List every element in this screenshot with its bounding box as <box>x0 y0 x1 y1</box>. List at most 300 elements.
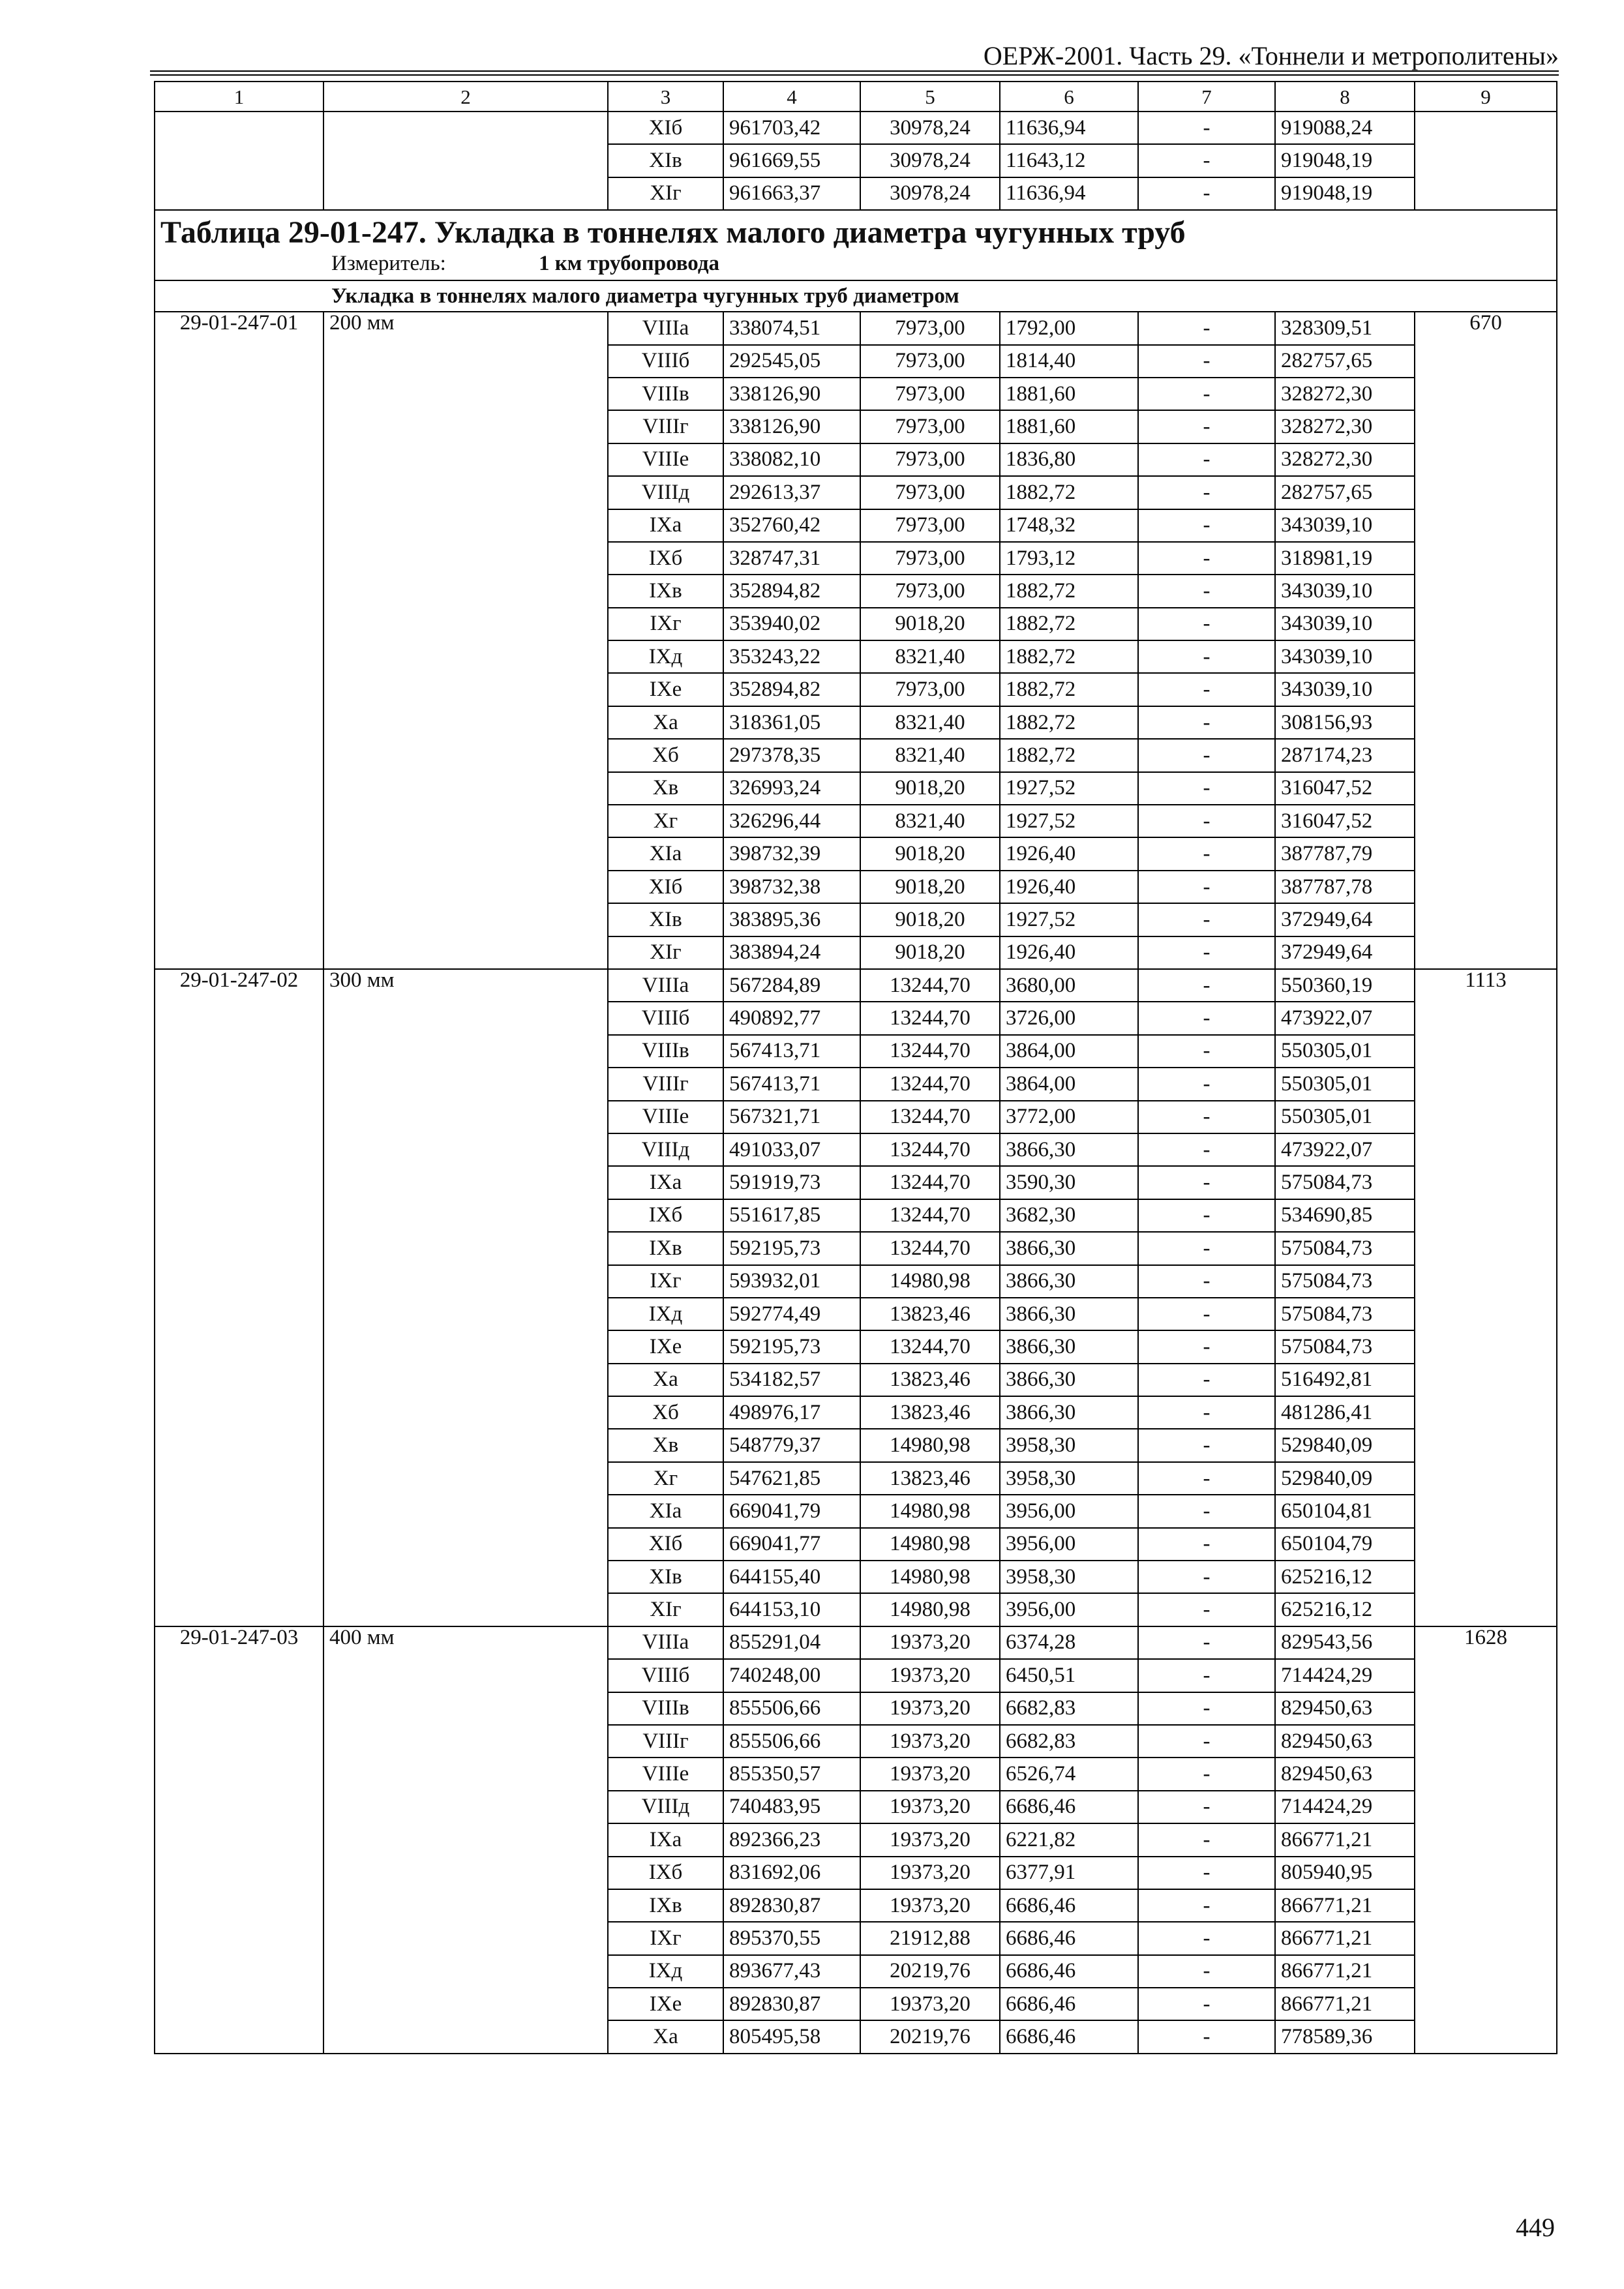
drivers-wages-cell: - <box>1138 1265 1275 1298</box>
machines-cell: 1926,40 <box>1000 871 1138 903</box>
drivers-wages-cell: - <box>1138 112 1275 144</box>
machines-cell: 6374,28 <box>1000 1626 1138 1659</box>
wages-cell: 19373,20 <box>860 1725 1000 1758</box>
drivers-wages-cell: - <box>1138 410 1275 443</box>
wages-cell: 14980,98 <box>860 1495 1000 1527</box>
drivers-wages-cell: - <box>1138 1068 1275 1100</box>
rate-code: 29-01-247-01 <box>155 312 323 969</box>
machines-cell: 1927,52 <box>1000 805 1138 837</box>
table-row <box>155 312 1557 344</box>
zone-cell: IXа <box>608 1166 723 1199</box>
zone-cell: VIIIв <box>608 378 723 410</box>
materials-cell: 550360,19 <box>1275 969 1415 1002</box>
column-number: 2 <box>323 82 608 112</box>
zone-cell: Xа <box>608 706 723 739</box>
machines-cell: 6682,83 <box>1000 1725 1138 1758</box>
wages-cell: 19373,20 <box>860 1692 1000 1725</box>
pipe-diameter: 300 мм <box>323 969 608 1626</box>
machines-cell: 6686,46 <box>1000 1955 1138 1988</box>
wages-cell: 9018,20 <box>860 936 1000 969</box>
carryover-row <box>155 112 1557 144</box>
wages-cell: 7973,00 <box>860 673 1000 706</box>
materials-cell: 318981,19 <box>1275 542 1415 575</box>
drivers-wages-cell: - <box>1138 772 1275 805</box>
machines-cell: 3958,30 <box>1000 1462 1138 1495</box>
wages-cell: 14980,98 <box>860 1265 1000 1298</box>
materials-cell: 328309,51 <box>1275 312 1415 344</box>
materials-cell: 866771,21 <box>1275 1823 1415 1856</box>
direct-cost-cell: 548779,37 <box>723 1429 860 1461</box>
zone-cell: XIв <box>608 903 723 936</box>
materials-cell: 625216,12 <box>1275 1561 1415 1593</box>
direct-cost-cell: 644155,40 <box>723 1561 860 1593</box>
table-title-row <box>155 210 1557 280</box>
wages-cell: 20219,76 <box>860 2020 1000 2053</box>
wages-cell: 19373,20 <box>860 1758 1000 1790</box>
zone-cell: VIIIд <box>608 476 723 509</box>
direct-cost-cell: 551617,85 <box>723 1199 860 1232</box>
machines-cell: 1882,72 <box>1000 640 1138 673</box>
direct-cost-cell: 292613,37 <box>723 476 860 509</box>
drivers-wages-cell: - <box>1138 1857 1275 1889</box>
materials-cell: 805940,95 <box>1275 1857 1415 1889</box>
materials-cell: 919048,19 <box>1275 144 1415 177</box>
zone-cell: VIIIе <box>608 1758 723 1790</box>
col9-value: 1628 <box>1415 1626 1557 2054</box>
drivers-wages-cell: - <box>1138 1988 1275 2020</box>
rate-code: 29-01-247-02 <box>155 969 323 1626</box>
machines-cell: 1882,72 <box>1000 673 1138 706</box>
wages-cell: 19373,20 <box>860 1889 1000 1922</box>
drivers-wages-cell: - <box>1138 575 1275 607</box>
direct-cost-cell: 297378,35 <box>723 739 860 771</box>
wages-cell: 13244,70 <box>860 1101 1000 1133</box>
machines-cell: 6686,46 <box>1000 1791 1138 1823</box>
zone-cell: IXд <box>608 1955 723 1988</box>
direct-cost-cell: 805495,58 <box>723 2020 860 2053</box>
wages-cell: 13823,46 <box>860 1462 1000 1495</box>
page-header <box>150 38 1559 76</box>
machines-cell: 6221,82 <box>1000 1823 1138 1856</box>
drivers-wages-cell: - <box>1138 542 1275 575</box>
zone-cell: IXг <box>608 1922 723 1954</box>
machines-cell: 3682,30 <box>1000 1199 1138 1232</box>
wages-cell: 19373,20 <box>860 1988 1000 2020</box>
direct-cost-cell: 353243,22 <box>723 640 860 673</box>
direct-cost-cell: 338082,10 <box>723 443 860 476</box>
drivers-wages-cell: - <box>1138 936 1275 969</box>
wages-cell: 13244,70 <box>860 1330 1000 1363</box>
zone-cell: XIб <box>608 871 723 903</box>
wages-cell: 7973,00 <box>860 378 1000 410</box>
direct-cost-cell: 669041,77 <box>723 1528 860 1561</box>
machines-cell: 3956,00 <box>1000 1528 1138 1561</box>
materials-cell: 316047,52 <box>1275 772 1415 805</box>
materials-cell: 778589,36 <box>1275 2020 1415 2053</box>
machines-cell: 3680,00 <box>1000 969 1138 1002</box>
materials-cell: 550305,01 <box>1275 1035 1415 1068</box>
subheading-cell: Укладка в тоннелях малого диаметра чугунных труб диаметром <box>155 280 1557 312</box>
machines-cell: 1882,72 <box>1000 476 1138 509</box>
direct-cost-cell: 338074,51 <box>723 312 860 344</box>
wages-cell: 8321,40 <box>860 739 1000 771</box>
drivers-wages-cell: - <box>1138 345 1275 378</box>
col9-value: 670 <box>1415 312 1557 969</box>
direct-cost-cell: 669041,79 <box>723 1495 860 1527</box>
zone-cell: VIIIе <box>608 1101 723 1133</box>
machines-cell: 3956,00 <box>1000 1495 1138 1527</box>
direct-cost-cell: 740248,00 <box>723 1659 860 1692</box>
wages-cell: 13823,46 <box>860 1396 1000 1429</box>
zone-cell: Xа <box>608 1364 723 1396</box>
direct-cost-cell: 961669,55 <box>723 144 860 177</box>
materials-cell: 575084,73 <box>1275 1330 1415 1363</box>
machines-cell: 3958,30 <box>1000 1561 1138 1593</box>
zone-cell: VIIIг <box>608 1725 723 1758</box>
zone-cell: VIIIа <box>608 1626 723 1659</box>
materials-cell: 866771,21 <box>1275 1988 1415 2020</box>
zone-cell: VIIIб <box>608 345 723 378</box>
zone-cell: IXг <box>608 608 723 640</box>
zone-cell: IXв <box>608 1232 723 1264</box>
drivers-wages-cell: - <box>1138 1955 1275 1988</box>
column-number: 9 <box>1415 82 1557 112</box>
wages-cell: 7973,00 <box>860 542 1000 575</box>
drivers-wages-cell: - <box>1138 1561 1275 1593</box>
machines-cell: 3866,30 <box>1000 1364 1138 1396</box>
drivers-wages-cell: - <box>1138 378 1275 410</box>
zone-cell: IXг <box>608 1265 723 1298</box>
materials-cell: 829450,63 <box>1275 1692 1415 1725</box>
wages-cell: 30978,24 <box>860 144 1000 177</box>
zone-cell: IXа <box>608 509 723 542</box>
machines-cell: 1926,40 <box>1000 936 1138 969</box>
wages-cell: 13823,46 <box>860 1364 1000 1396</box>
zone-cell: VIIIб <box>608 1659 723 1692</box>
machines-cell: 6686,46 <box>1000 2020 1138 2053</box>
zone-cell: IXе <box>608 1330 723 1363</box>
wages-cell: 9018,20 <box>860 608 1000 640</box>
materials-cell: 372949,64 <box>1275 936 1415 969</box>
wages-cell: 13244,70 <box>860 1002 1000 1034</box>
materials-cell: 473922,07 <box>1275 1002 1415 1034</box>
machines-cell: 3956,00 <box>1000 1593 1138 1626</box>
wages-cell: 8321,40 <box>860 640 1000 673</box>
wages-cell: 7973,00 <box>860 509 1000 542</box>
direct-cost-cell: 547621,85 <box>723 1462 860 1495</box>
zone-cell: IXб <box>608 542 723 575</box>
machines-cell: 1927,52 <box>1000 772 1138 805</box>
drivers-wages-cell: - <box>1138 1330 1275 1363</box>
materials-cell: 516492,81 <box>1275 1364 1415 1396</box>
direct-cost-cell: 383895,36 <box>723 903 860 936</box>
drivers-wages-cell: - <box>1138 1002 1275 1034</box>
drivers-wages-cell: - <box>1138 608 1275 640</box>
materials-cell: 387787,78 <box>1275 871 1415 903</box>
machines-cell: 1793,12 <box>1000 542 1138 575</box>
wages-cell: 9018,20 <box>860 871 1000 903</box>
zone-cell: XIг <box>608 177 723 210</box>
wages-cell: 21912,88 <box>860 1922 1000 1954</box>
zone-cell: Xб <box>608 1396 723 1429</box>
machines-cell: 3866,30 <box>1000 1330 1138 1363</box>
column-number-row <box>155 82 1557 112</box>
direct-cost-cell: 338126,90 <box>723 410 860 443</box>
drivers-wages-cell: - <box>1138 706 1275 739</box>
zone-cell: XIв <box>608 144 723 177</box>
zone-cell: Xв <box>608 772 723 805</box>
direct-cost-cell: 567413,71 <box>723 1068 860 1100</box>
zone-cell: XIв <box>608 1561 723 1593</box>
materials-cell: 575084,73 <box>1275 1265 1415 1298</box>
subheading-row <box>155 280 1557 312</box>
drivers-wages-cell: - <box>1138 1199 1275 1232</box>
drivers-wages-cell: - <box>1138 969 1275 1002</box>
zone-cell: IXе <box>608 1988 723 2020</box>
direct-cost-cell: 326993,24 <box>723 772 860 805</box>
machines-cell: 1881,60 <box>1000 410 1138 443</box>
zone-cell: VIIIг <box>608 1068 723 1100</box>
direct-cost-cell: 855506,66 <box>723 1725 860 1758</box>
direct-cost-cell: 831692,06 <box>723 1857 860 1889</box>
wages-cell: 8321,40 <box>860 706 1000 739</box>
direct-cost-cell: 398732,38 <box>723 871 860 903</box>
zone-cell: VIIIб <box>608 1002 723 1034</box>
materials-cell: 473922,07 <box>1275 1133 1415 1166</box>
wages-cell: 13244,70 <box>860 1166 1000 1199</box>
zone-cell: Xа <box>608 2020 723 2053</box>
wages-cell: 19373,20 <box>860 1823 1000 1856</box>
direct-cost-cell: 855291,04 <box>723 1626 860 1659</box>
wages-cell: 14980,98 <box>860 1561 1000 1593</box>
zone-cell: XIг <box>608 1593 723 1626</box>
materials-cell: 714424,29 <box>1275 1791 1415 1823</box>
direct-cost-cell: 534182,57 <box>723 1364 860 1396</box>
drivers-wages-cell: - <box>1138 1528 1275 1561</box>
materials-cell: 575084,73 <box>1275 1166 1415 1199</box>
wages-cell: 7973,00 <box>860 443 1000 476</box>
zone-cell: VIIIв <box>608 1035 723 1068</box>
wages-cell: 8321,40 <box>860 805 1000 837</box>
column-number: 1 <box>155 82 323 112</box>
wages-cell: 13244,70 <box>860 1035 1000 1068</box>
machines-cell: 6377,91 <box>1000 1857 1138 1889</box>
col9-value: 1113 <box>1415 969 1557 1626</box>
materials-cell: 575084,73 <box>1275 1232 1415 1264</box>
drivers-wages-cell: - <box>1138 443 1275 476</box>
materials-cell: 866771,21 <box>1275 1955 1415 1988</box>
zone-cell: IXд <box>608 640 723 673</box>
measure-label: Измеритель: <box>331 252 446 276</box>
drivers-wages-cell: - <box>1138 837 1275 870</box>
wages-cell: 7973,00 <box>860 312 1000 344</box>
materials-cell: 714424,29 <box>1275 1659 1415 1692</box>
drivers-wages-cell: - <box>1138 739 1275 771</box>
zone-cell: IXв <box>608 575 723 607</box>
zone-cell: VIIIд <box>608 1791 723 1823</box>
wages-cell: 13244,70 <box>860 1232 1000 1264</box>
materials-cell: 328272,30 <box>1275 410 1415 443</box>
direct-cost-cell: 644153,10 <box>723 1593 860 1626</box>
machines-cell: 1882,72 <box>1000 706 1138 739</box>
drivers-wages-cell: - <box>1138 640 1275 673</box>
wages-cell: 9018,20 <box>860 903 1000 936</box>
drivers-wages-cell: - <box>1138 1396 1275 1429</box>
materials-cell: 534690,85 <box>1275 1199 1415 1232</box>
materials-cell: 287174,23 <box>1275 739 1415 771</box>
drivers-wages-cell: - <box>1138 177 1275 210</box>
materials-cell: 316047,52 <box>1275 805 1415 837</box>
direct-cost-cell: 338126,90 <box>723 378 860 410</box>
unit-cell <box>1415 112 1557 210</box>
machines-cell: 6526,74 <box>1000 1758 1138 1790</box>
price-table <box>154 81 1557 2054</box>
pipe-diameter: 400 мм <box>323 1626 608 2054</box>
direct-cost-cell: 352760,42 <box>723 509 860 542</box>
column-number: 3 <box>608 82 723 112</box>
machines-cell: 3772,00 <box>1000 1101 1138 1133</box>
drivers-wages-cell: - <box>1138 509 1275 542</box>
machines-cell: 3866,30 <box>1000 1265 1138 1298</box>
page-number: 449 <box>1516 2213 1555 2242</box>
wages-cell: 7973,00 <box>860 476 1000 509</box>
materials-cell: 343039,10 <box>1275 673 1415 706</box>
rate-code: 29-01-247-03 <box>155 1626 323 2054</box>
drivers-wages-cell: - <box>1138 1791 1275 1823</box>
machines-cell: 3864,00 <box>1000 1035 1138 1068</box>
direct-cost-cell: 352894,82 <box>723 673 860 706</box>
machines-cell: 6686,46 <box>1000 1889 1138 1922</box>
materials-cell: 343039,10 <box>1275 509 1415 542</box>
machines-cell: 1927,52 <box>1000 903 1138 936</box>
drivers-wages-cell: - <box>1138 1101 1275 1133</box>
zone-cell: XIб <box>608 112 723 144</box>
name-cell <box>323 112 608 210</box>
machines-cell: 6686,46 <box>1000 1922 1138 1954</box>
direct-cost-cell: 352894,82 <box>723 575 860 607</box>
wages-cell: 7973,00 <box>860 410 1000 443</box>
materials-cell: 550305,01 <box>1275 1101 1415 1133</box>
machines-cell: 1881,60 <box>1000 378 1138 410</box>
machines-cell: 3864,00 <box>1000 1068 1138 1100</box>
measure-row <box>160 253 1551 275</box>
direct-cost-cell: 592195,73 <box>723 1232 860 1264</box>
zone-cell: XIб <box>608 1528 723 1561</box>
direct-cost-cell: 398732,39 <box>723 837 860 870</box>
direct-cost-cell: 855506,66 <box>723 1692 860 1725</box>
wages-cell: 9018,20 <box>860 772 1000 805</box>
machines-cell: 6682,83 <box>1000 1692 1138 1725</box>
materials-cell: 529840,09 <box>1275 1462 1415 1495</box>
machines-cell: 1882,72 <box>1000 575 1138 607</box>
zone-cell: XIг <box>608 936 723 969</box>
machines-cell: 1836,80 <box>1000 443 1138 476</box>
drivers-wages-cell: - <box>1138 1166 1275 1199</box>
direct-cost-cell: 328747,31 <box>723 542 860 575</box>
wages-cell: 13823,46 <box>860 1298 1000 1330</box>
direct-cost-cell: 326296,44 <box>723 805 860 837</box>
drivers-wages-cell: - <box>1138 1429 1275 1461</box>
zone-cell: VIIIг <box>608 410 723 443</box>
materials-cell: 372949,64 <box>1275 903 1415 936</box>
machines-cell: 3726,00 <box>1000 1002 1138 1034</box>
drivers-wages-cell: - <box>1138 1889 1275 1922</box>
drivers-wages-cell: - <box>1138 1133 1275 1166</box>
column-number: 5 <box>860 82 1000 112</box>
materials-cell: 866771,21 <box>1275 1922 1415 1954</box>
wages-cell: 14980,98 <box>860 1593 1000 1626</box>
drivers-wages-cell: - <box>1138 673 1275 706</box>
machines-cell: 3866,30 <box>1000 1298 1138 1330</box>
wages-cell: 7973,00 <box>860 345 1000 378</box>
direct-cost-cell: 892830,87 <box>723 1889 860 1922</box>
zone-cell: IXа <box>608 1823 723 1856</box>
drivers-wages-cell: - <box>1138 1593 1275 1626</box>
machines-cell: 11636,94 <box>1000 177 1138 210</box>
materials-cell: 282757,65 <box>1275 345 1415 378</box>
wages-cell: 14980,98 <box>860 1429 1000 1461</box>
materials-cell: 650104,81 <box>1275 1495 1415 1527</box>
materials-cell: 829450,63 <box>1275 1758 1415 1790</box>
materials-cell: 866771,21 <box>1275 1889 1415 1922</box>
header-rule <box>150 70 1559 72</box>
materials-cell: 625216,12 <box>1275 1593 1415 1626</box>
zone-cell: IXб <box>608 1857 723 1889</box>
table-title-cell <box>155 210 1557 280</box>
zone-cell: VIIIа <box>608 312 723 344</box>
direct-cost-cell: 740483,95 <box>723 1791 860 1823</box>
wages-cell: 13244,70 <box>860 1199 1000 1232</box>
direct-cost-cell: 855350,57 <box>723 1758 860 1790</box>
materials-cell: 650104,79 <box>1275 1528 1415 1561</box>
direct-cost-cell: 893677,43 <box>723 1955 860 1988</box>
running-header: ОЕРЖ-2001. Часть 29. «Тоннели и метрополитены» <box>983 41 1559 70</box>
zone-cell: Xг <box>608 1462 723 1495</box>
measure-value: 1 км трубопровода <box>539 252 720 276</box>
wages-cell: 13244,70 <box>860 1068 1000 1100</box>
materials-cell: 343039,10 <box>1275 640 1415 673</box>
table-title: Таблица 29-01-247. Укладка в тоннелях малого диаметра чугунных труб <box>160 215 1186 250</box>
zone-cell: XIа <box>608 1495 723 1527</box>
materials-cell: 919088,24 <box>1275 112 1415 144</box>
materials-cell: 481286,41 <box>1275 1396 1415 1429</box>
direct-cost-cell: 567284,89 <box>723 969 860 1002</box>
table-row <box>155 1626 1557 1659</box>
header-rule-double <box>150 74 1559 76</box>
zone-cell: Xб <box>608 739 723 771</box>
wages-cell: 30978,24 <box>860 177 1000 210</box>
drivers-wages-cell: - <box>1138 1659 1275 1692</box>
direct-cost-cell: 491033,07 <box>723 1133 860 1166</box>
drivers-wages-cell: - <box>1138 2020 1275 2053</box>
direct-cost-cell: 961703,42 <box>723 112 860 144</box>
direct-cost-cell: 592195,73 <box>723 1330 860 1363</box>
machines-cell: 1748,32 <box>1000 509 1138 542</box>
direct-cost-cell: 591919,73 <box>723 1166 860 1199</box>
wages-cell: 30978,24 <box>860 112 1000 144</box>
drivers-wages-cell: - <box>1138 1364 1275 1396</box>
drivers-wages-cell: - <box>1138 1758 1275 1790</box>
direct-cost-cell: 490892,77 <box>723 1002 860 1034</box>
zone-cell: IXд <box>608 1298 723 1330</box>
zone-cell: XIа <box>608 837 723 870</box>
zone-cell: VIIIв <box>608 1692 723 1725</box>
direct-cost-cell: 498976,17 <box>723 1396 860 1429</box>
column-number: 6 <box>1000 82 1138 112</box>
materials-cell: 829450,63 <box>1275 1725 1415 1758</box>
direct-cost-cell: 353940,02 <box>723 608 860 640</box>
wages-cell: 13244,70 <box>860 969 1000 1002</box>
